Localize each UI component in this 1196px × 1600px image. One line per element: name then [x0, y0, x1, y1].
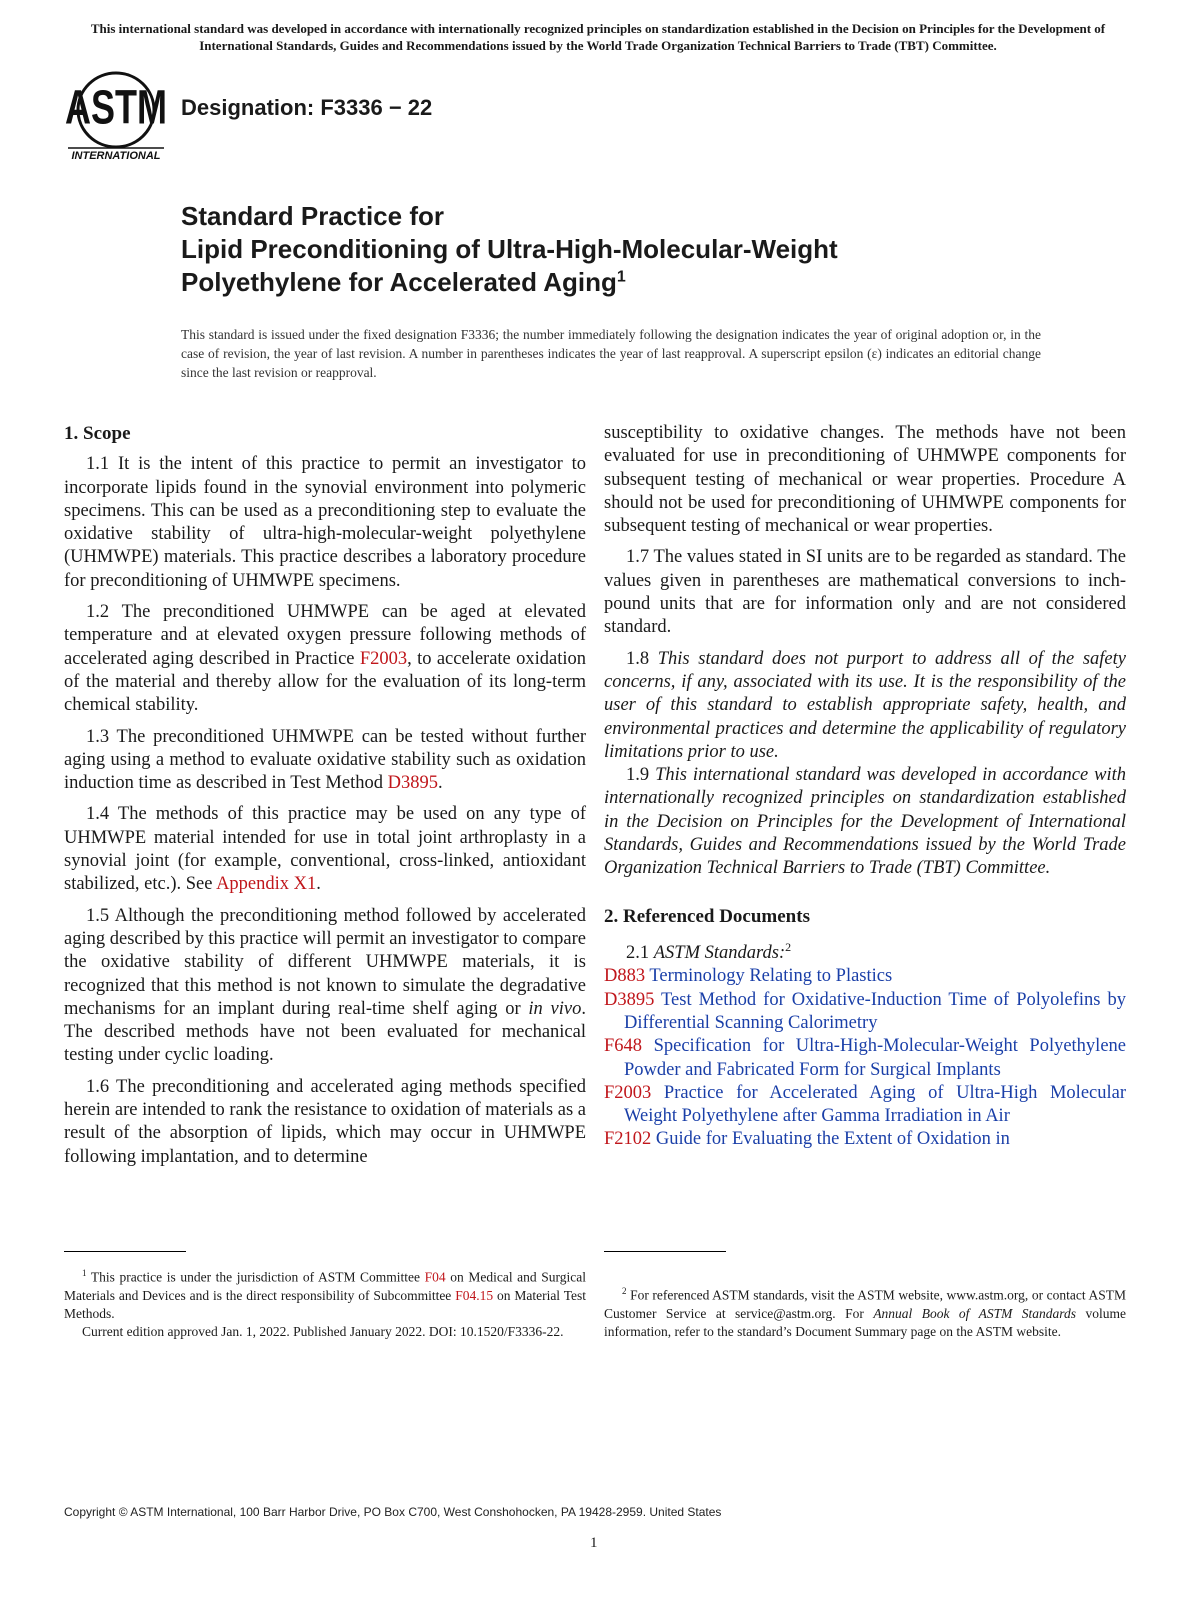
page-number: 1	[590, 1535, 598, 1551]
footnote-rule-right	[604, 1251, 726, 1252]
title-line-2: Lipid Preconditioning of Ultra-High-Molecular-Weight	[181, 234, 838, 264]
footnote-1-edition: Current edition approved Jan. 1, 2022. Published January 2022. DOI: 10.1520/F3336-22.	[82, 1323, 564, 1339]
reference-f648[interactable]: F648 Specification for Ultra-High-Molecular-Weight Polyethylene Powder and Fabricated Form for Surgical Implants	[604, 1036, 1126, 1080]
issued-note: This standard is issued under the fixed designation F3336; the number immediately following the designation indicates the year of original adoption or, in the case of revision, the year of last revision. A number in parentheses indicates the year of last reapproval. A superscript epsilon (ε) indicates an editorial change since the last revision or reapproval.	[181, 327, 1041, 380]
link-appendix-x1[interactable]: Appendix X1	[216, 874, 317, 895]
link-f2003[interactable]: F2003	[359, 648, 408, 669]
paragraph-1-5: 1.5 Although the preconditioning method followed by accelerated aging described by this practice will permit an investigator to compare the oxidative stability of different UHMWPE materials, it is recognized that this method is not known to simulate the degradative mechanisms for an implant during real-time shelf aging or in vivo. The described methods have not been evaluated for mechanical testing under cyclic loading.	[64, 905, 586, 1066]
left-column	[64, 422, 586, 1177]
title-line-1: Standard Practice for	[181, 201, 444, 231]
paragraph-1-1: 1.1 It is the intent of this practice to permit an investigator to incorporate lipids found in the synovial environment into polymeric specimens. This can be used as a preconditioning step to evaluate the oxidative stability of ultra-high-molecular-weight polyethylene (UHMWPE) materials. This practice describes a laboratory procedure for preconditioning of UHMWPE specimens.	[64, 454, 586, 591]
link-f04[interactable]: F04	[424, 1269, 446, 1285]
svg-text:INTERNATIONAL: INTERNATIONAL	[71, 150, 161, 162]
link-f04-15[interactable]: F04.15	[455, 1287, 494, 1303]
footnote-1: $^1$ This practice is under the jurisdiction of ASTM Committee F04 on Medical and Surgical Materials and Devices and is the direct responsibility of Subcommittee F04.15 on Material Test Methods. Current edition approved Jan. 1, 2022. Published January 2022. DOI: 10.1520/F3336-22.	[64, 1268, 586, 1339]
copyright: Copyright © ASTM International, 100 Barr Harbor Drive, PO Box C700, West Conshohocken, PA 19428-2959. United States	[64, 1505, 722, 1519]
paragraph-1-3: 1.3 The preconditioned UHMWPE can be tested without further aging using a method to evaluate oxidative stability such as oxidation induction time as described in Test Method D3895.	[64, 726, 586, 794]
footnote-rule-left	[64, 1251, 186, 1252]
paragraph-1-7: 1.7 The values stated in SI units are to be regarded as standard. The values given in parentheses are mathematical conversions to inch-pound units that are for information only and are not considered standard.	[604, 547, 1126, 638]
paragraph-1-2: 1.2 The preconditioned UHMWPE can be aged at elevated temperature and at elevated oxygen pressure following methods of accelerated aging described in Practice F2003, to accelerate oxidation of the material and thereby allow for the evaluation of its long-term chemical stability.	[64, 602, 586, 716]
link-d3895[interactable]: D3895	[387, 773, 438, 794]
paragraph-1-9: 1.9 This international standard was developed in accordance with internationally recognized principles on standardization established in the Decision on Principles for the Development of International Standards, Guides and Recommendations issued by the World Trade Organization Technical Barriers to Trade (TBT) Committee.	[604, 765, 1127, 879]
svg-text:ASTM: ASTM	[65, 80, 167, 135]
paragraph-1-4: 1.4 The methods of this practice may be used on any type of UHMWPE material intended for use in total joint arthroplasty in a synovial joint (for example, conventional, cross-linked, antioxidant stabilized, etc.). See Appendix X1.	[64, 804, 586, 895]
section-heading-scope: 1. Scope	[64, 423, 131, 444]
astm-logo	[64, 68, 168, 164]
paragraph-1-8: 1.8 This standard does not purport to address all of the safety concerns, if any, associated with its use. It is the responsibility of the user of this standard to establish appropriate safety, health, and environmental practices and determine the applicability of regulatory limitations prior to use.	[604, 648, 1126, 762]
paragraph-1-6-continued: susceptibility to oxidative changes. The methods have not been evaluated for use in preconditioning of UHMWPE components for subsequent testing of mechanical or wear properties. Procedure A should not be used for preconditioning of UHMWPE components for subsequent testing of mechanical or wear properties.	[604, 423, 1126, 537]
subsection-astm-standards: 2.1 ASTM Standards:$^2$	[626, 939, 792, 964]
reference-f2102[interactable]: F2102 Guide for Evaluating the Extent of Oxidation in	[604, 1129, 1010, 1150]
reference-d883[interactable]: D883 Terminology Relating to Plastics	[604, 966, 893, 987]
title-footnote-ref[interactable]: 1	[616, 268, 626, 286]
reference-f2003[interactable]: F2003 Practice for Accelerated Aging of Ultra-High Molecular Weight Polyethylene after Gamma Irradiation in Air	[604, 1082, 1126, 1127]
section-heading-referenced-documents: 2. Referenced Documents	[604, 905, 810, 927]
document-title	[181, 200, 1081, 299]
right-column	[604, 422, 1126, 1152]
header-note: This international standard was developed in accordance with internationally recognized principles on standardization established in the Decision on Principles for the Development of International Standards, Guides and Recommendations issued by the World Trade Organization Technical Barriers to Trade (TBT) Committee.	[90, 21, 1106, 53]
reference-d3895[interactable]: D3895 Test Method for Oxidative-Induction Time of Polyolefins by Differential Scanning Calorimetry	[604, 989, 1126, 1033]
designation: Designation: F3336 − 22	[181, 95, 433, 120]
title-line-3: Polyethylene for Accelerated Aging$^1$	[181, 267, 626, 297]
footnote-2: $^2$ For referenced ASTM standards, visit the ASTM website, www.astm.org, or contact ASTM Customer Service at service@astm.org. For Annual Book of ASTM Standards volume information, refer to the standard’s Document Summary page on the ASTM website.	[604, 1286, 1126, 1339]
paragraph-1-6: 1.6 The preconditioning and accelerated aging methods specified herein are intended to rank the resistance to oxidation of materials as a result of the absorption of lipids, which may occur in UHMWPE following implantation, and to determine	[64, 1076, 586, 1167]
